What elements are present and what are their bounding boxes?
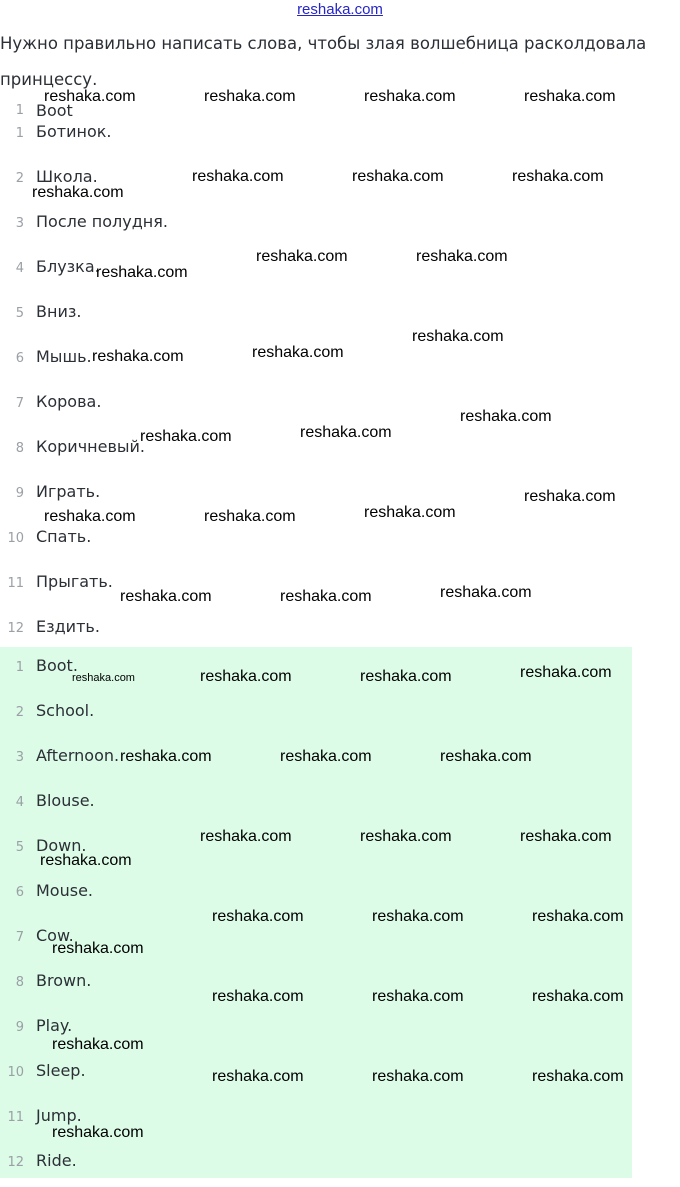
watermark: reshaka.com xyxy=(364,504,456,521)
item-number: 2 xyxy=(15,705,24,720)
item-number: 5 xyxy=(15,306,24,321)
item-word: Boot. xyxy=(36,656,78,675)
site-header-link[interactable]: reshaka.com xyxy=(297,1,383,18)
watermark: reshaka.com xyxy=(520,828,612,845)
watermark: reshaka.com xyxy=(360,668,452,685)
item-number: 4 xyxy=(15,261,24,276)
item-word: Ездить. xyxy=(36,617,100,636)
item-word: Корова. xyxy=(36,392,102,411)
watermark: reshaka.com xyxy=(252,344,344,361)
watermark: reshaka.com xyxy=(72,672,135,684)
watermark: reshaka.com xyxy=(44,88,136,105)
watermark: reshaka.com xyxy=(524,488,616,505)
watermark: reshaka.com xyxy=(120,748,212,765)
item-word: Играть. xyxy=(36,482,101,501)
watermark: reshaka.com xyxy=(200,828,292,845)
watermark: reshaka.com xyxy=(372,1068,464,1085)
watermark: reshaka.com xyxy=(96,264,188,281)
item-number: 6 xyxy=(15,885,24,900)
item-word: Blouse. xyxy=(36,791,95,810)
watermark: reshaka.com xyxy=(32,184,124,201)
item-word: School. xyxy=(36,701,95,720)
item-word: Brown. xyxy=(36,971,92,990)
item-number: 7 xyxy=(15,396,24,411)
item-number: 7 xyxy=(15,930,24,945)
watermark: reshaka.com xyxy=(524,88,616,105)
list-item xyxy=(0,203,632,248)
item-word: Школа. xyxy=(36,167,98,186)
watermark: reshaka.com xyxy=(280,748,372,765)
item-number: 12 xyxy=(7,621,24,636)
list-item xyxy=(0,1142,632,1187)
item-number: 11 xyxy=(7,1110,24,1125)
watermark: reshaka.com xyxy=(204,508,296,525)
watermark: reshaka.com xyxy=(364,88,456,105)
item-number: 8 xyxy=(15,975,24,990)
item-number: 8 xyxy=(15,441,24,456)
watermark: reshaka.com xyxy=(280,588,372,605)
item-word: Прыгать. xyxy=(36,572,113,591)
watermark: reshaka.com xyxy=(140,428,232,445)
watermark: reshaka.com xyxy=(520,664,612,681)
item-number: 11 xyxy=(7,576,24,591)
watermark: reshaka.com xyxy=(200,668,292,685)
watermark: reshaka.com xyxy=(416,248,508,265)
watermark: reshaka.com xyxy=(204,88,296,105)
watermark: reshaka.com xyxy=(212,908,304,925)
cut-off-line-number: 1 xyxy=(15,103,24,117)
item-number: 9 xyxy=(15,1020,24,1035)
watermark: reshaka.com xyxy=(52,940,144,957)
list-item xyxy=(0,692,632,737)
item-word: Play. xyxy=(36,1016,73,1035)
item-number: 4 xyxy=(15,795,24,810)
item-word: Мышь. xyxy=(36,347,92,366)
list-item xyxy=(0,113,632,158)
item-word: Ботинок. xyxy=(36,122,112,141)
watermark: reshaka.com xyxy=(360,828,452,845)
item-word: Sleep. xyxy=(36,1061,86,1080)
task-instructions: Нужно правильно написать слова, чтобы злая волшебница расколдовала принцессу. xyxy=(0,34,647,89)
item-word: Спать. xyxy=(36,527,92,546)
watermark: reshaka.com xyxy=(532,908,624,925)
item-number: 5 xyxy=(15,840,24,855)
watermark: reshaka.com xyxy=(44,508,136,525)
item-word: Jump. xyxy=(36,1106,82,1125)
watermark: reshaka.com xyxy=(52,1124,144,1141)
item-word: Коричневый. xyxy=(36,437,146,456)
list-item xyxy=(0,293,632,338)
watermark: reshaka.com xyxy=(532,1068,624,1085)
item-word: Down. xyxy=(36,836,87,855)
watermark: reshaka.com xyxy=(352,168,444,185)
item-number: 6 xyxy=(15,351,24,366)
watermark: reshaka.com xyxy=(120,588,212,605)
watermark: reshaka.com xyxy=(440,584,532,601)
watermark: reshaka.com xyxy=(412,328,504,345)
watermark: reshaka.com xyxy=(372,908,464,925)
watermark: reshaka.com xyxy=(192,168,284,185)
watermark: reshaka.com xyxy=(52,1036,144,1053)
watermark: reshaka.com xyxy=(512,168,604,185)
watermark: reshaka.com xyxy=(40,852,132,869)
item-word: Блузка. xyxy=(36,257,100,276)
watermark: reshaka.com xyxy=(212,988,304,1005)
item-word: Ride. xyxy=(36,1151,77,1170)
watermark: reshaka.com xyxy=(460,408,552,425)
item-word: После полудня. xyxy=(36,212,168,231)
watermark: reshaka.com xyxy=(212,1068,304,1085)
item-number: 2 xyxy=(15,171,24,186)
item-number: 3 xyxy=(15,216,24,231)
item-word: Cow. xyxy=(36,926,74,945)
item-word: Mouse. xyxy=(36,881,93,900)
item-number: 9 xyxy=(15,486,24,501)
watermark: reshaka.com xyxy=(440,748,532,765)
item-number: 1 xyxy=(15,660,24,675)
watermark: reshaka.com xyxy=(372,988,464,1005)
watermark: reshaka.com xyxy=(300,424,392,441)
item-word: Afternoon. xyxy=(36,746,120,765)
item-number: 3 xyxy=(15,750,24,765)
item-number: 10 xyxy=(7,531,24,546)
item-number: 12 xyxy=(7,1155,24,1170)
watermark: reshaka.com xyxy=(532,988,624,1005)
item-number: 1 xyxy=(15,126,24,141)
watermark: reshaka.com xyxy=(256,248,348,265)
item-number: 10 xyxy=(7,1065,24,1080)
item-word: Вниз. xyxy=(36,302,82,321)
cut-off-line-word: Boot xyxy=(36,103,73,117)
watermark: reshaka.com xyxy=(92,348,184,365)
list-item xyxy=(0,782,632,827)
